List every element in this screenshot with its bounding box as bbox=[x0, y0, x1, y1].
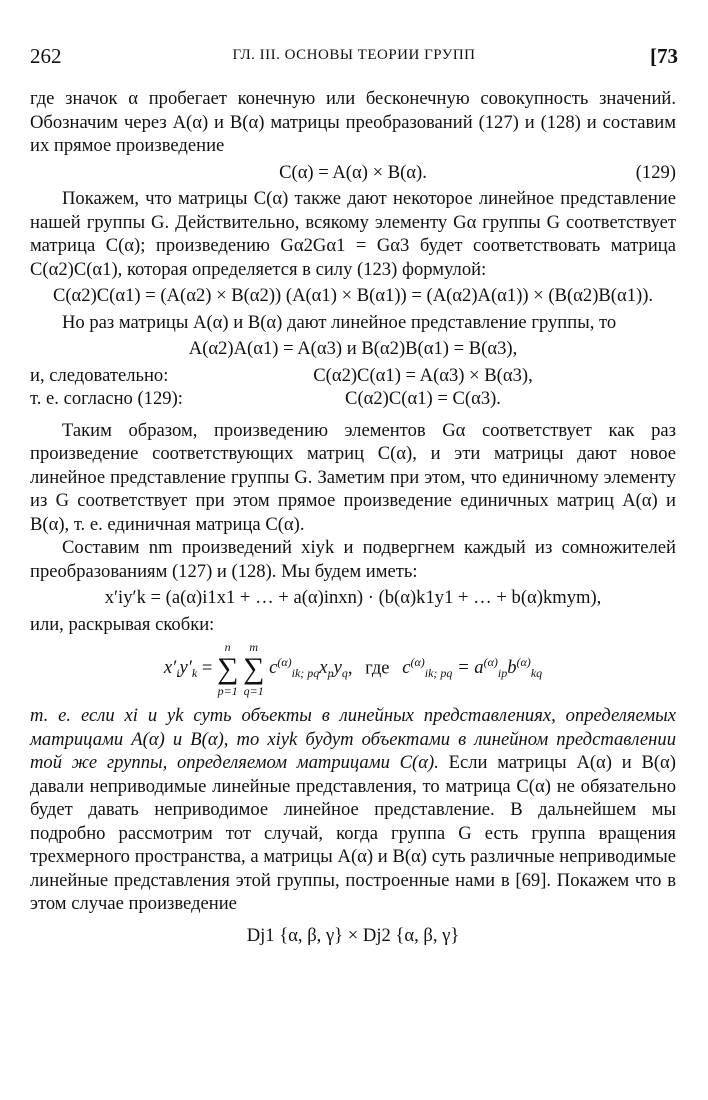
equation-result-label: т. е. согласно (129): bbox=[30, 388, 183, 409]
sum-operator-p: n ∑ p=1 bbox=[216, 640, 239, 698]
equation-transform-product: x′iy′k = (a(α)i1x1 + … + a(α)inxn) · (b(α)k1y1 + … + b(α)kmym), bbox=[104, 587, 602, 608]
where-word: где bbox=[365, 657, 390, 679]
section-number: [73 bbox=[650, 44, 678, 68]
paragraph-4: Таким образом, произведению элементов Gα соответствует как раз произведение соответствующих матриц C(α), и эти матрицы дают новое линейное представление группы G. Заметим при этом, что единичному элементу из G соответствует при этом прямое произведение единичных матриц A(α) и B(α), т. е. единичная матрица C(α). bbox=[30, 419, 676, 535]
sum-upper-n: n bbox=[224, 640, 231, 654]
page-body bbox=[30, 87, 676, 950]
paragraph-6: или, раскрывая скобки: bbox=[30, 613, 215, 635]
page-number: 262 bbox=[30, 44, 62, 68]
equation-129-body: C(α) = A(α) × B(α). bbox=[279, 161, 427, 183]
sum-upper-m: m bbox=[249, 640, 259, 654]
paragraph-1: где значок α пробегает конечную или бесконечную совокупность значений. Обозначим через A(α) и B(α) матрицы преобразований (127) и (128) и составим их прямое произведение bbox=[30, 88, 676, 156]
paragraph-5: Составим nm произведений xiyk и подвергнем каждый из сомножителей преобразованиям (127) и (128). Мы будем иметь: bbox=[30, 537, 676, 582]
equation-129 bbox=[30, 161, 676, 185]
equation-product-expansion: C(α2)C(α1) = (A(α2) × B(α2)) (A(α1) × B(α1)) = (A(α2)A(α1)) × (B(α2)B(α1)). bbox=[52, 285, 654, 306]
sum-lower-q: q=1 bbox=[243, 684, 264, 698]
equation-result: C(α2)C(α1) = C(α3). bbox=[345, 388, 501, 409]
equation-consequence-label: и, следовательно: bbox=[30, 364, 169, 386]
equation-result-row bbox=[30, 387, 676, 411]
page-header bbox=[30, 44, 678, 70]
paragraph-7-italic: т. е. если xi и yk суть объекты в линейных представлениях, определяемых матрицами A(α) и B(α), то xiyk будут объектами в линейном представлении той же группы, определяемом матрицами C(α). bbox=[30, 705, 676, 773]
paragraph-7 bbox=[30, 704, 676, 916]
equation-consequence: C(α2)C(α1) = A(α3) × B(α3), bbox=[313, 364, 533, 386]
sum-lower-p: p=1 bbox=[217, 684, 238, 698]
paragraph-7-text: Если матрицы A(α) и B(α) давали неприводимые линейные представления, то матрица C(α) не обязательно будет давать неприводимое линейное представление. В дальнейшем мы подробно рассмотрим тот случай, когда группа G есть группа вращения трехмерного пространства, а матрицы A(α) и B(α) суть различные неприводимые линейные представления этой группы, построенные нами в [69]. Покажем что в этом случае произведение bbox=[30, 752, 676, 914]
equation-representations: A(α2)A(α1) = A(α3) и B(α2)B(α1) = B(α3), bbox=[188, 338, 518, 359]
equation-d-product: Dj1 {α, β, γ} × Dj2 {α, β, γ} bbox=[246, 924, 460, 946]
sum-operator-q: m ∑ q=1 bbox=[243, 640, 265, 698]
equation-double-sum: $x'_iy'_k$ = n ∑ p=1 m ∑ q=1 $c^{(\alpha)}_{ik; pq}x_py_q$, где $c^{(\alpha)}_{ik; pq} = a^{(\alpha)}_{ip}b^{(\alpha)}_{kq}$ bbox=[163, 640, 543, 698]
equation-129-number: (129) bbox=[635, 161, 676, 183]
running-head: ГЛ. III. ОСНОВЫ ТЕОРИИ ГРУПП bbox=[232, 47, 476, 63]
equation-consequence-row bbox=[30, 364, 676, 388]
paragraph-3: Но раз матрицы A(α) и B(α) дают линейное представление группы, то bbox=[62, 311, 617, 333]
paragraph-2: Покажем, что матрицы C(α) также дают некоторое линейное представление нашей группы G. Действительно, всякому элементу Gα группы G соответствует матрица C(α); произведению Gα2Gα1 = Gα3 будет соответствовать матрица C(α2)C(α1), которая определяется в силу (123) формулой: bbox=[30, 188, 676, 280]
